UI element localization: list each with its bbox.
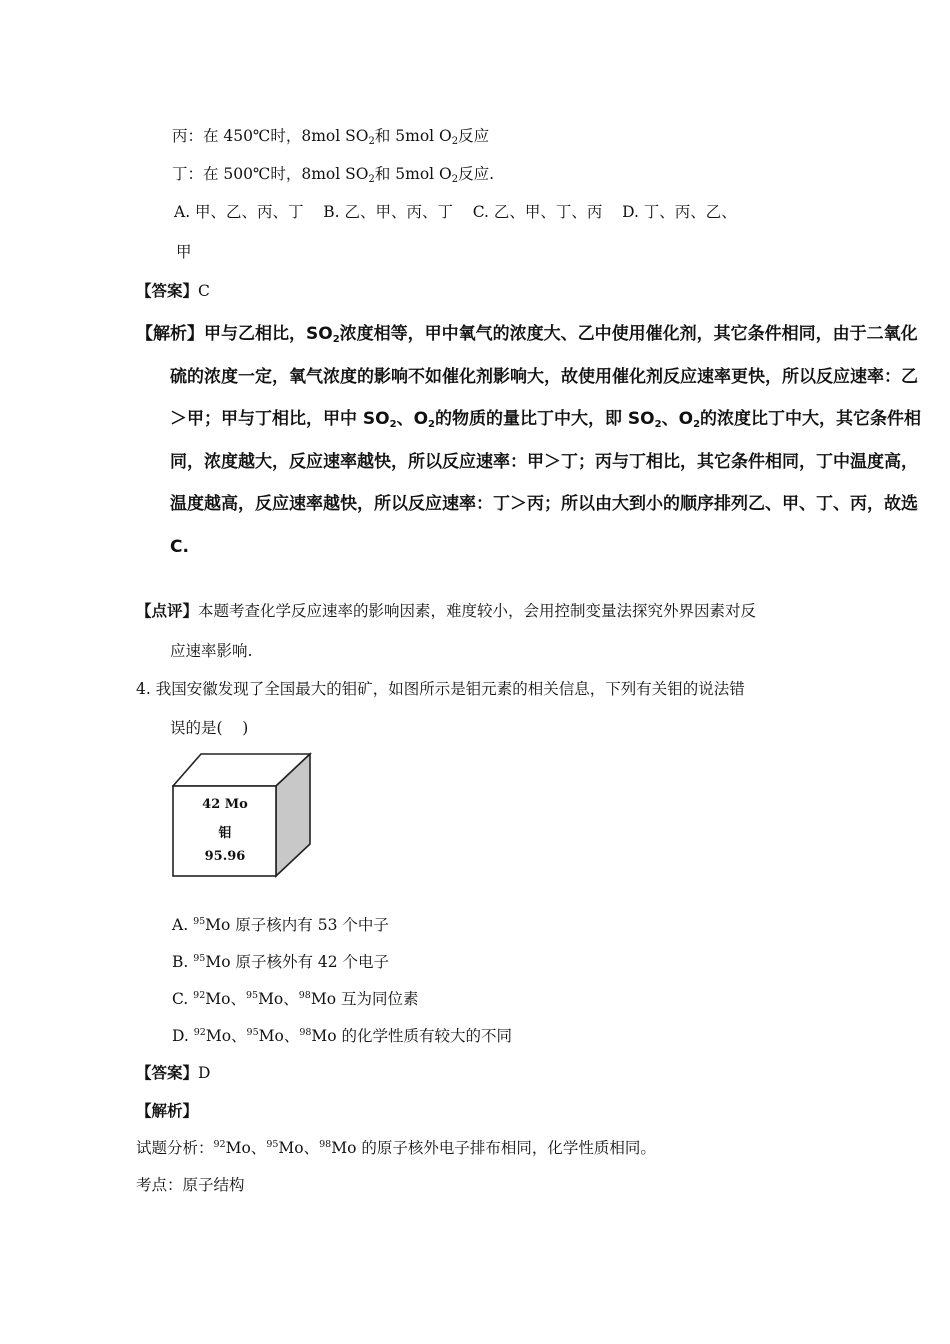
q3-options: A. 甲、乙、丙、丁 B. 乙、甲、丙、丁 C. 乙、甲、丁、丙 D. 丁、丙、乙、 bbox=[174, 203, 737, 221]
q4-option bbox=[172, 1026, 512, 1046]
q3-comment-line-2: 应速率影响. bbox=[170, 642, 253, 660]
q4-option-text: Mo 原子核内有 53 个中子 bbox=[205, 916, 389, 934]
element-card-mass: 95.96 bbox=[204, 849, 246, 864]
q4-answer: 【答案】D bbox=[136, 1064, 211, 1082]
mass-number: 98 bbox=[298, 990, 311, 1001]
q4-option-letter: B. bbox=[172, 953, 194, 971]
q4-option-letter: C. bbox=[172, 990, 194, 1008]
q4-option-text: Mo、 bbox=[205, 1027, 247, 1045]
q4-option bbox=[172, 915, 389, 935]
mass-number: 95 bbox=[246, 1027, 259, 1038]
mass-number: 95 bbox=[193, 953, 206, 964]
q4-option-text: Mo 互为同位素 bbox=[310, 990, 419, 1008]
q4-option-text: Mo、 bbox=[205, 990, 246, 1008]
q3-analysis-line-6: C. bbox=[170, 537, 189, 557]
q4-option-text: Mo 原子核外有 42 个电子 bbox=[205, 953, 390, 971]
q3-options-wrap: 甲 bbox=[176, 243, 192, 261]
element-card-name: 钼 bbox=[218, 826, 232, 841]
q4-option bbox=[172, 952, 389, 972]
q3-analysis-line-1: 【解析】甲与乙相比，$SO_2$浓度相等，甲中氧气的浓度大、乙中使用催化剂，其它条件相同，由于二氧化 bbox=[136, 324, 918, 345]
q4-option-letter: A. bbox=[172, 916, 194, 934]
q4-stem-line-1: 4. 我国安徽发现了全国最大的钼矿，如图所示是钼元素的相关信息，下列有关钼的说法错 bbox=[136, 680, 745, 698]
condition-bing: 丙：在 450℃时，8mol $SO_2$和 5mol $O_2$反应 bbox=[172, 127, 490, 147]
q4-analysis-tag: 【解析】 bbox=[136, 1102, 199, 1120]
q4-analysis-text: 试题分析：$^{92}$Mo、$^{95}$Mo、$^{98}$Mo 的原子核外电子排布相同，化学性质相同。 bbox=[136, 1139, 656, 1157]
q4-option-text: Mo 的化学性质有较大的不同 bbox=[311, 1027, 513, 1045]
mass-number: 92 bbox=[193, 1027, 206, 1038]
q3-analysis-line-3: ＞甲；甲与丁相比，甲中 $SO_2$、$O_2$的物质的量比丁中大，即 $SO_2$、$O_2$的浓度比丁中大，其它条件相 bbox=[170, 409, 922, 430]
mass-number: 92 bbox=[193, 990, 206, 1001]
mass-number: 98 bbox=[299, 1027, 312, 1038]
q4-option-letter: D. bbox=[172, 1027, 194, 1045]
q3-comment-line-1: 【点评】本题考查化学反应速率的影响因素，难度较小，会用控制变量法探究外界因素对反 bbox=[136, 602, 757, 620]
q4-stem-line-2: 误的是( ) bbox=[170, 719, 249, 737]
q3-analysis-line-4: 同，浓度越大，反应速率越快，所以反应速率：甲＞丁；丙与丁相比，其它条件相同，丁中温度高， bbox=[170, 452, 918, 472]
q3-analysis-line-5: 温度越高，反应速率越快，所以反应速率：丁＞丙；所以由大到小的顺序排列乙、甲、丁、丙，故选 bbox=[170, 494, 918, 514]
mass-number: 95 bbox=[245, 990, 259, 1001]
q4-option bbox=[172, 989, 419, 1009]
q3-answer: 【答案】C bbox=[136, 282, 210, 300]
q4-point: 考点：原子结构 bbox=[136, 1176, 245, 1194]
element-card-symbol: 42 Mo bbox=[202, 797, 248, 812]
condition-ding: 丁：在 500℃时，8mol $SO_2$和 5mol $O_2$反应. bbox=[172, 165, 495, 185]
q4-option-text: Mo、 bbox=[258, 1027, 300, 1045]
q4-option-text: Mo、 bbox=[258, 990, 299, 1008]
q3-analysis-line-2: 硫的浓度一定，氧气浓度的影响不如催化剂影响大，故使用催化剂反应速率更快，所以反应速率：乙 bbox=[170, 367, 918, 387]
mass-number: 95 bbox=[193, 916, 206, 927]
